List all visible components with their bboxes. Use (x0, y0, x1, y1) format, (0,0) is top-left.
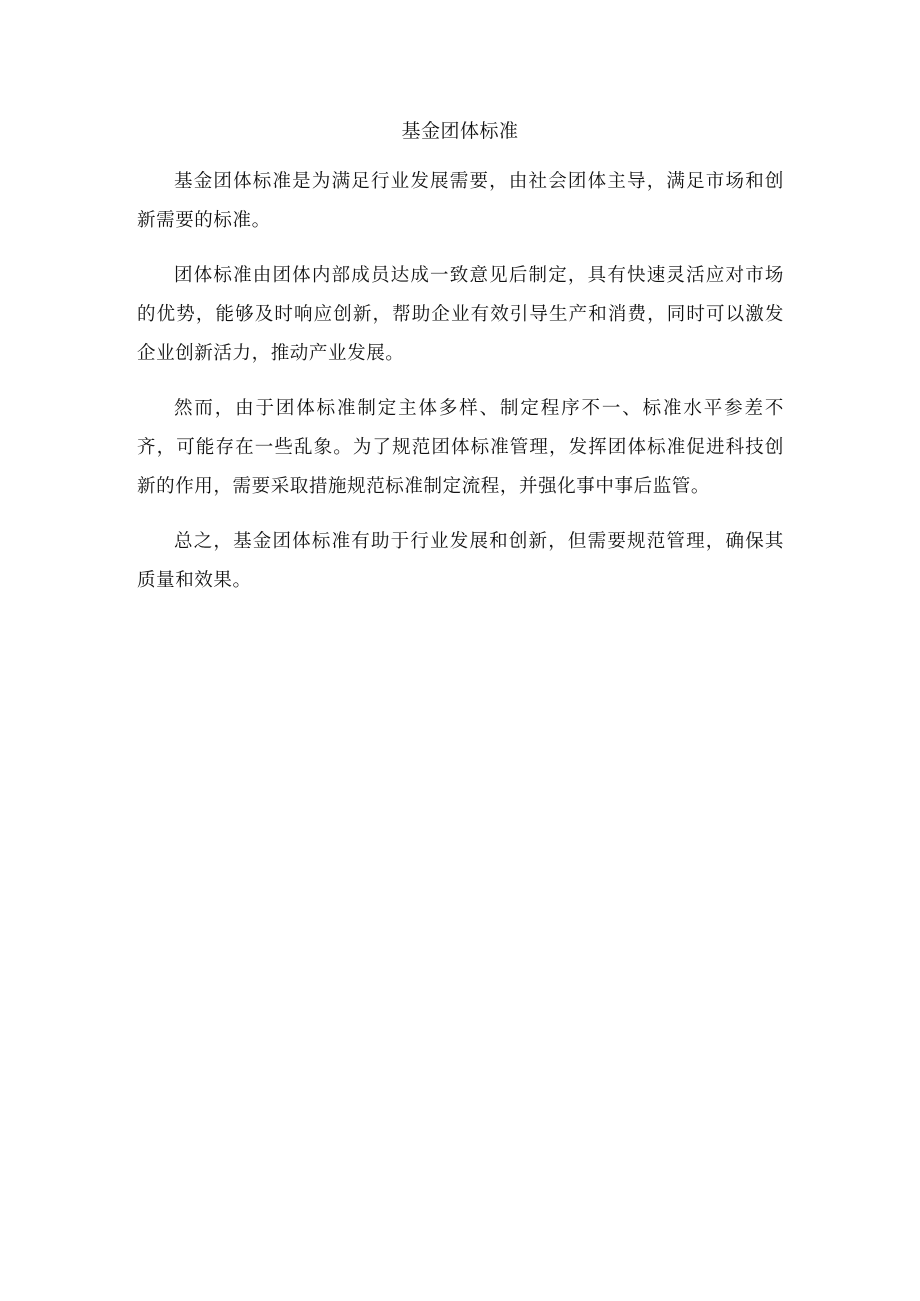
paragraph-3: 然而，由于团体标准制定主体多样、制定程序不一、标准水平参差不齐，可能存在一些乱象。为了规范团体标准管理，发挥团体标准促进科技创新的作用，需要采取措施规范标准制定流程，并强化事中事后监管。 (137, 398, 784, 497)
document-body (137, 162, 784, 616)
paragraph-2: 团体标准由团体内部成员达成一致意见后制定，具有快速灵活应对市场的优势，能够及时响应创新，帮助企业有效引导生产和消费，同时可以激发企业创新活力，推动产业发展。 (137, 265, 784, 364)
paragraph-4: 总之，基金团体标准有助于行业发展和创新，但需要规范管理，确保其质量和效果。 (137, 531, 784, 591)
paragraph-1: 基金团体标准是为满足行业发展需要，由社会团体主导，满足市场和创新需要的标准。 (137, 171, 784, 231)
document-title: 基金团体标准 (401, 120, 519, 142)
